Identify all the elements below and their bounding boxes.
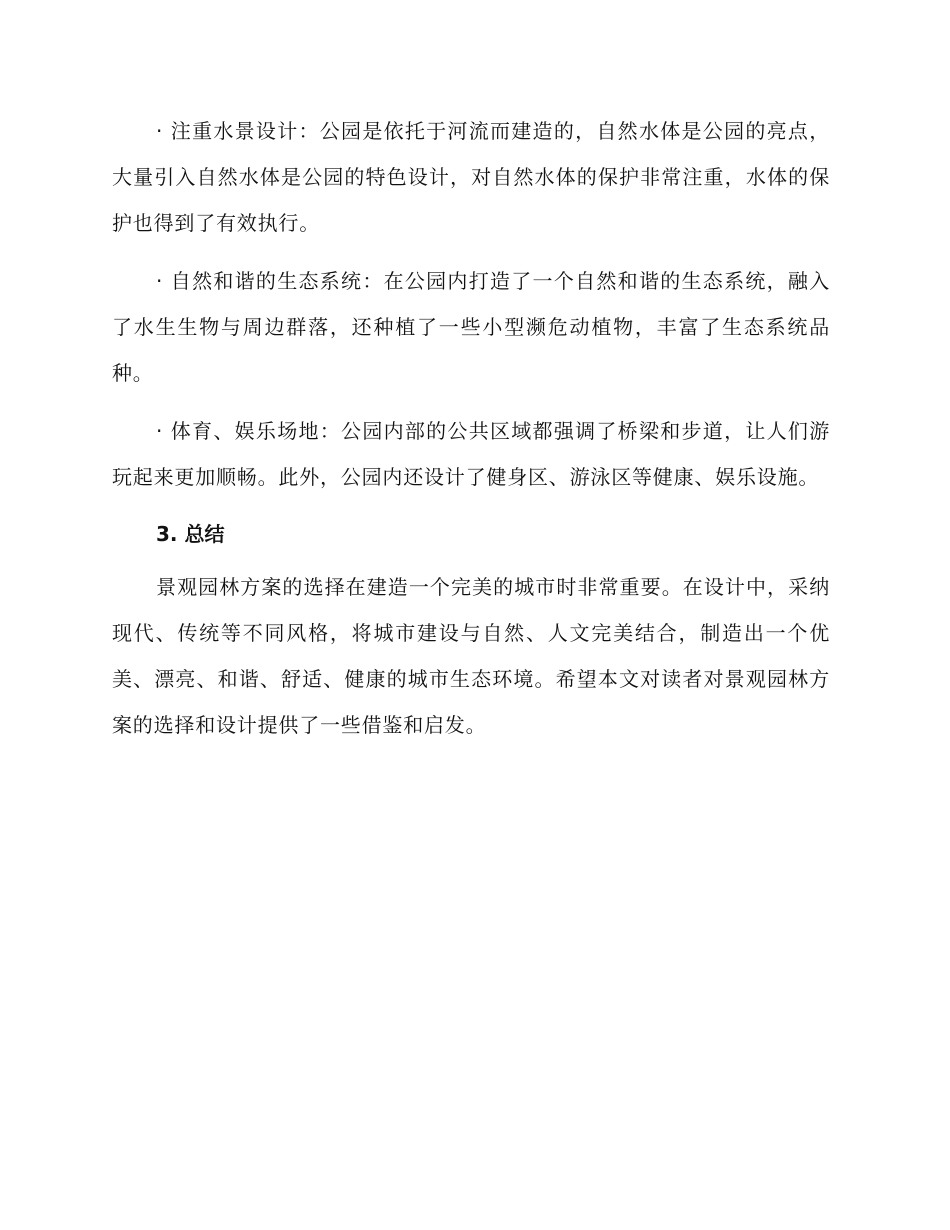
bullet-paragraph-water-design: · 注重水景设计：公园是依托于河流而建造的，自然水体是公园的亮点，大量引入自然水体是公园的特色设计，对自然水体的保护非常注重，水体的保护也得到了有效执行。 bbox=[112, 119, 830, 235]
bullet-paragraph-sports-entertainment: · 体育、娱乐场地：公园内部的公共区域都强调了桥梁和步道，让人们游玩起来更加顺畅。此外，公园内还设计了健身区、游泳区等健康、娱乐设施。 bbox=[112, 419, 830, 489]
bullet-paragraph-ecosystem: · 自然和谐的生态系统：在公园内打造了一个自然和谐的生态系统，融入了水生生物与周边群落，还种植了一些小型濒危动植物，丰富了生态系统品种。 bbox=[112, 269, 830, 385]
section-heading-summary: 3. 总结 bbox=[156, 522, 225, 546]
document-body bbox=[112, 108, 830, 760]
summary-paragraph: 景观园林方案的选择在建造一个完美的城市时非常重要。在设计中，采纳现代、传统等不同风格，将城市建设与自然、人文完美结合，制造出一个优美、漂亮、和谐、舒适、健康的城市生态环境。希望本文对读者对景观园林方案的选择和设计提供了一些借鉴和启发。 bbox=[112, 575, 830, 737]
